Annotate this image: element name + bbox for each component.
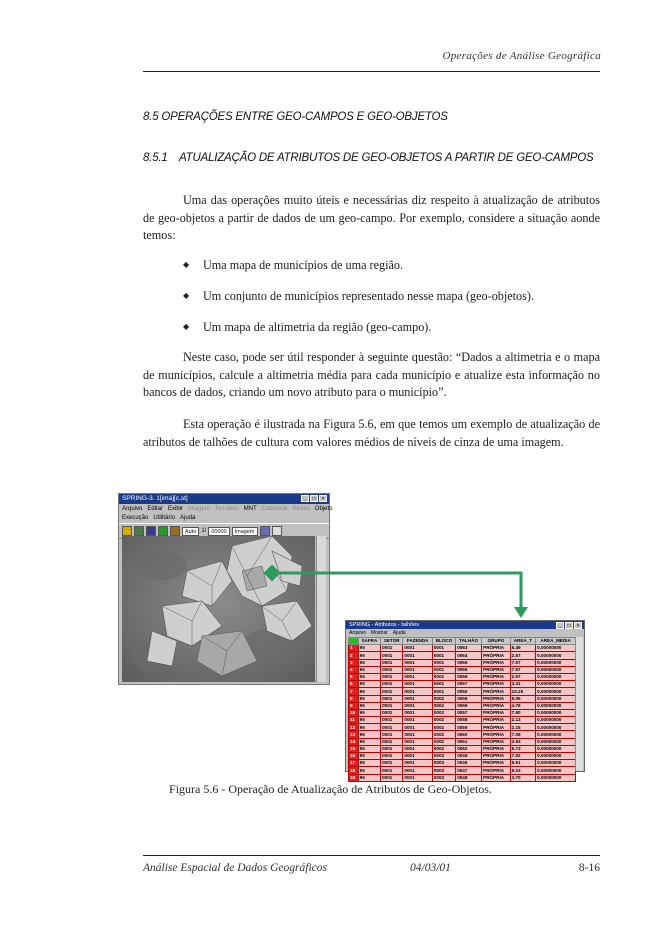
table-cell: PRÓPRIA (482, 645, 511, 652)
row-number-cell: 14 (349, 738, 359, 745)
table-cell: 0001 (381, 753, 403, 760)
table-cell: 4.31 (510, 681, 535, 688)
table-header-row (349, 638, 576, 645)
footer-rule (143, 855, 600, 856)
table-cell: 0060 (456, 731, 482, 738)
table-cell: PRÓPRIA (482, 702, 511, 709)
column-header: TALHÃO (456, 638, 482, 645)
table-cell: PRÓPRIA (482, 731, 511, 738)
table-cell: 95 (358, 774, 380, 781)
table-cell: 0.00000000 (536, 681, 576, 688)
table-cell: 0.00000000 (536, 774, 576, 781)
paragraph-2: Neste caso, pode ser útil responder à seguinte questão: “Dados a altimetria e o mapa de municípios, calcule a altimetria média para cada município e atualize esta informação no bancos de dados, criando um novo atributo para o município”. (143, 350, 600, 399)
table-cell: 95 (358, 652, 380, 659)
table-cell: 0001 (403, 695, 432, 702)
table-cell: 0.00000000 (536, 695, 576, 702)
row-number-cell: 4 (349, 666, 359, 673)
table-cell: 0061 (456, 738, 482, 745)
table-cell: 0001 (403, 753, 432, 760)
table-row (349, 745, 576, 752)
column-header: FAZENDA (403, 638, 432, 645)
table-cell: 95 (358, 724, 380, 731)
table-cell: PRÓPRIA (482, 659, 511, 666)
table-cell: 0001 (403, 724, 432, 731)
table-cell: 5.61 (510, 760, 535, 767)
table-cell: 7.08 (510, 731, 535, 738)
gis-menubar: Arquivo Editar Exibir Imagem Temático MNT Cadastral Redes Objeto (122, 506, 333, 512)
table-scrollbar (575, 637, 583, 771)
subsection-heading: ATUALIZAÇÃO DE ATRIBUTOS DE GEO-OBJETOS A PARTIR DE GEO-CAMPOS (179, 152, 594, 164)
table-cell: 0.00000000 (536, 645, 576, 652)
table-row (349, 659, 576, 666)
table-cell: 2.15 (510, 724, 535, 731)
table-cell: 0062 (456, 745, 482, 752)
table-cell: PRÓPRIA (482, 774, 511, 781)
table-cell: 0047 (456, 767, 482, 774)
table-cell: 0065 (456, 659, 482, 666)
table-cell: PRÓPRIA (482, 695, 511, 702)
table-cell: 0001 (381, 695, 403, 702)
maximize-icon: □ (565, 622, 573, 629)
table-row (349, 709, 576, 716)
table-row (349, 774, 576, 781)
table-cell: 0002 (432, 695, 455, 702)
footer-date: 04/03/01 (410, 862, 451, 874)
table-cell: 0002 (432, 709, 455, 716)
table-cell: 0055 (456, 666, 482, 673)
table-cell: 5.03 (510, 767, 535, 774)
table-cell: 95 (358, 738, 380, 745)
table-cell: PRÓPRIA (482, 717, 511, 724)
table-cell: 0001 (403, 681, 432, 688)
table-cell: 0001 (432, 681, 455, 688)
table-cell: 0002 (432, 724, 455, 731)
table-cell: 0001 (381, 673, 403, 680)
table-cell: 0001 (403, 717, 432, 724)
table-cell: 0002 (432, 717, 455, 724)
table-cell: 0001 (381, 731, 403, 738)
table-cell: PRÓPRIA (482, 688, 511, 695)
arrow-head-icon (514, 607, 528, 618)
table-cell: 0.00000000 (536, 745, 576, 752)
table-cell: 0063 (456, 645, 482, 652)
table-cell: 0.00000000 (536, 767, 576, 774)
table-cell: 95 (358, 702, 380, 709)
row-number-cell: 3 (349, 659, 359, 666)
table-cell: 95 (358, 753, 380, 760)
table-cell: 2.57 (510, 673, 535, 680)
table-menubar: Arquivo Mostrar Ajuda (349, 630, 406, 636)
table-row (349, 645, 576, 652)
display-icon (170, 526, 180, 536)
help-icon (272, 526, 282, 536)
table-row (349, 681, 576, 688)
table-cell: 0001 (381, 652, 403, 659)
paragraph-3: Esta operação é ilustrada na Figura 5.6, em que temos um exemplo de atualização de atributos de talhões de cultura com valores médios de níveis de cinza de uma imagem. (143, 417, 600, 449)
table-cell: 0001 (403, 774, 432, 781)
table-cell: 95 (358, 688, 380, 695)
table-cell: 0001 (403, 760, 432, 767)
table-cell: 0056 (456, 673, 482, 680)
table-cell: 0.00000000 (536, 709, 576, 716)
bullet-icon: ◆ (183, 291, 190, 300)
table-row (349, 666, 576, 673)
table-cell: 10.25 (510, 688, 535, 695)
close-icon: × (574, 622, 582, 629)
row-number-cell: 1 (349, 645, 359, 652)
subsection-number: 8.5.1 (143, 152, 168, 164)
table-cell: PRÓPRIA (482, 745, 511, 752)
row-number-cell: 16 (349, 753, 359, 760)
table-cell: 95 (358, 709, 380, 716)
gis-menubar-row2: Execução Utilitário Ajuda (122, 515, 196, 521)
row-number-cell: 7 (349, 688, 359, 695)
table-cell: 0002 (432, 702, 455, 709)
row-number-cell: 10 (349, 709, 359, 716)
table-cell: 0001 (403, 702, 432, 709)
table-cell: PRÓPRIA (482, 652, 511, 659)
attribute-table-screenshot (345, 620, 585, 780)
table-cell: PRÓPRIA (482, 767, 511, 774)
column-header: BLOCO (432, 638, 455, 645)
table-cell: 95 (358, 745, 380, 752)
table-row (349, 688, 576, 695)
table-cell: 0.00000000 (536, 688, 576, 695)
table-cell: 7.02 (510, 753, 535, 760)
table-cell: 0001 (381, 760, 403, 767)
bullet-item: ◆ Um mapa de altimetria da região (geo-campo). (183, 320, 432, 334)
table-cell: PRÓPRIA (482, 709, 511, 716)
running-header: Operações de Análise Geográfica (442, 50, 601, 62)
table-cell: 0056 (456, 702, 482, 709)
row-number-cell: 8 (349, 695, 359, 702)
table-cell: 0.00000000 (536, 702, 576, 709)
table-cell: 0058 (456, 717, 482, 724)
zoom-icon (260, 526, 270, 536)
table-cell: 0.00000000 (536, 666, 576, 673)
table-window-titlebar: SPRING - Atributos - talhões _ □ × (346, 621, 584, 629)
pencil-icon (158, 526, 168, 536)
table-cell: 0001 (403, 645, 432, 652)
table-cell: 0001 (403, 745, 432, 752)
table-cell: PRÓPRIA (482, 753, 511, 760)
table-cell: 0003 (432, 767, 455, 774)
table-cell: 0001 (403, 666, 432, 673)
table-cell: 0064 (456, 652, 482, 659)
table-cell: 0059 (456, 724, 482, 731)
table-cell: PRÓPRIA (482, 724, 511, 731)
table-cell: 0001 (381, 702, 403, 709)
table-cell: 95 (358, 717, 380, 724)
table-cell: 0003 (432, 753, 455, 760)
row-number-cell: 2 (349, 652, 359, 659)
table-cell: 5.49 (510, 645, 535, 652)
table-cell: 0050 (456, 688, 482, 695)
minimize-icon: _ (301, 495, 309, 502)
maximize-icon: □ (310, 495, 318, 502)
row-number-cell: 17 (349, 760, 359, 767)
table-cell: 0048 (456, 774, 482, 781)
category-select: Imagem (232, 527, 258, 536)
row-number-cell: 19 (349, 774, 359, 781)
table-cell: PRÓPRIA (482, 673, 511, 680)
table-cell: 0001 (381, 717, 403, 724)
row-number-cell: 13 (349, 731, 359, 738)
attribute-table (348, 637, 576, 782)
table-row (349, 738, 576, 745)
table-cell: 0.00000000 (536, 652, 576, 659)
row-number-cell: 9 (349, 702, 359, 709)
satellite-image-map (122, 536, 315, 682)
table-cell: 0001 (403, 659, 432, 666)
table-cell: 5.05 (510, 695, 535, 702)
table-cell: 0002 (432, 731, 455, 738)
table-cell: 0.00000000 (536, 738, 576, 745)
column-header: AREA_MEDIA (536, 638, 576, 645)
gis-window-titlebar: SPRING-3. 1[ima][c.st] _ □ × (119, 494, 329, 504)
folder-icon (122, 526, 132, 536)
row-number-cell: 5 (349, 673, 359, 680)
table-cell: 0001 (403, 652, 432, 659)
table-cell: 95 (358, 673, 380, 680)
scale-input: 00000 (208, 527, 229, 536)
column-header: AREA_T (510, 638, 535, 645)
table-cell: 0001 (381, 681, 403, 688)
table-cell: 0046 (456, 760, 482, 767)
table-cell: 2.13 (510, 717, 535, 724)
table-cell: 0.00000000 (536, 673, 576, 680)
table-cell: 0001 (381, 745, 403, 752)
table-cell: 0001 (432, 673, 455, 680)
table-cell: 0057 (456, 709, 482, 716)
minimize-icon: _ (556, 622, 564, 629)
paragraph-1: Uma das operações muito úteis e necessárias diz respeito à atualização de atributos de geo-objetos a partir de dados de um geo-campo. Por exemplo, considere a situação aonde temos: (143, 193, 600, 242)
column-header: GRUPO (482, 638, 511, 645)
table-cell: 0002 (432, 745, 455, 752)
table-cell: 0001 (403, 738, 432, 745)
table-cell: 0001 (381, 738, 403, 745)
table-row (349, 652, 576, 659)
table-cell: 3.70 (510, 774, 535, 781)
table-cell: 0001 (432, 645, 455, 652)
table-cell: 95 (358, 760, 380, 767)
row-number-cell: 11 (349, 717, 359, 724)
table-cell: 7.57 (510, 666, 535, 673)
table-row (349, 760, 576, 767)
column-header: SETOR (381, 638, 403, 645)
table-cell: 0001 (403, 731, 432, 738)
table-cell: 0.00000000 (536, 753, 576, 760)
table-cell: 0.00000000 (536, 659, 576, 666)
table-cell: 0001 (381, 666, 403, 673)
table-cell: 7.67 (510, 659, 535, 666)
table-cell: 5.73 (510, 745, 535, 752)
row-number-cell: 6 (349, 681, 359, 688)
table-cell: 0001 (403, 688, 432, 695)
table-cell: 0001 (381, 774, 403, 781)
table-cell: 95 (358, 659, 380, 666)
table-cell: 0057 (456, 681, 482, 688)
table-cell: 95 (358, 681, 380, 688)
table-cell: 2.57 (510, 652, 535, 659)
table-cell: 0.00000000 (536, 731, 576, 738)
column-header: SAFRA (358, 638, 380, 645)
table-cell: 0001 (403, 709, 432, 716)
draw-icon (146, 526, 156, 536)
row-number-cell: 15 (349, 745, 359, 752)
table-cell: 0001 (403, 767, 432, 774)
table-cell: PRÓPRIA (482, 738, 511, 745)
table-cell: 0045 (456, 753, 482, 760)
table-cell: 0001 (381, 767, 403, 774)
table-cell: 0001 (432, 666, 455, 673)
table-cell: 0002 (432, 738, 455, 745)
zoom-select: Auto (182, 527, 199, 536)
table-cell: PRÓPRIA (482, 760, 511, 767)
table-cell: 7.90 (510, 709, 535, 716)
table-cell: 95 (358, 767, 380, 774)
gis-window-screenshot (118, 493, 333, 685)
figure-caption: Figura 5.6 - Operação de Atualização de Atributos de Geo-Objetos. (169, 782, 492, 796)
table-cell: PRÓPRIA (482, 681, 511, 688)
table-cell: 0001 (381, 645, 403, 652)
table-cell: PRÓPRIA (482, 666, 511, 673)
table-cell: 0055 (456, 695, 482, 702)
subsection-title (143, 152, 593, 164)
table-cell: 4.76 (510, 702, 535, 709)
table-cell: 0003 (432, 760, 455, 767)
table-cell: 95 (358, 666, 380, 673)
footer-book-title: Análise Espacial de Dados Geográficos (143, 862, 327, 874)
table-cell: 0003 (432, 774, 455, 781)
bullet-icon: ◆ (183, 322, 190, 331)
scale-label: 1/ (201, 528, 207, 534)
page-number: 8-16 (578, 862, 600, 874)
table-cell: 0.00000000 (536, 717, 576, 724)
header-rule (143, 71, 600, 72)
table-cell: 0.00000000 (536, 724, 576, 731)
map-scrollbar (316, 536, 326, 682)
table-cell: 0001 (432, 652, 455, 659)
bullet-item: ◆ Um conjunto de municípios representado nesse mapa (geo-objetos). (183, 289, 535, 303)
table-cell: 95 (358, 645, 380, 652)
table-row (349, 673, 576, 680)
table-cell: 0001 (403, 673, 432, 680)
table-cell: 0.00000000 (536, 760, 576, 767)
table-cell: 0001 (381, 688, 403, 695)
table-cell: 0001 (381, 724, 403, 731)
close-icon: × (319, 495, 327, 502)
table-cell: 3.93 (510, 738, 535, 745)
table-cell: 95 (358, 695, 380, 702)
bullet-item: ◆ Uma mapa de municípios de uma região. (183, 258, 404, 272)
table-row (349, 717, 576, 724)
row-number-cell: 18 (349, 767, 359, 774)
table-cell: 0001 (381, 709, 403, 716)
table-row (349, 767, 576, 774)
row-number-cell: 12 (349, 724, 359, 731)
table-row (349, 702, 576, 709)
section-title: 8.5 OPERAÇÕES ENTRE GEO-CAMPOS E GEO-OBJETOS (143, 111, 448, 123)
table-row (349, 724, 576, 731)
table-cell: 0001 (432, 659, 455, 666)
table-cell: 95 (358, 731, 380, 738)
bullet-icon: ◆ (183, 260, 190, 269)
table-row (349, 753, 576, 760)
table-row (349, 731, 576, 738)
layers-icon (134, 526, 144, 536)
table-cell: 0001 (432, 688, 455, 695)
table-row (349, 695, 576, 702)
table-corner-cell (349, 638, 359, 645)
table-cell: 0001 (381, 659, 403, 666)
